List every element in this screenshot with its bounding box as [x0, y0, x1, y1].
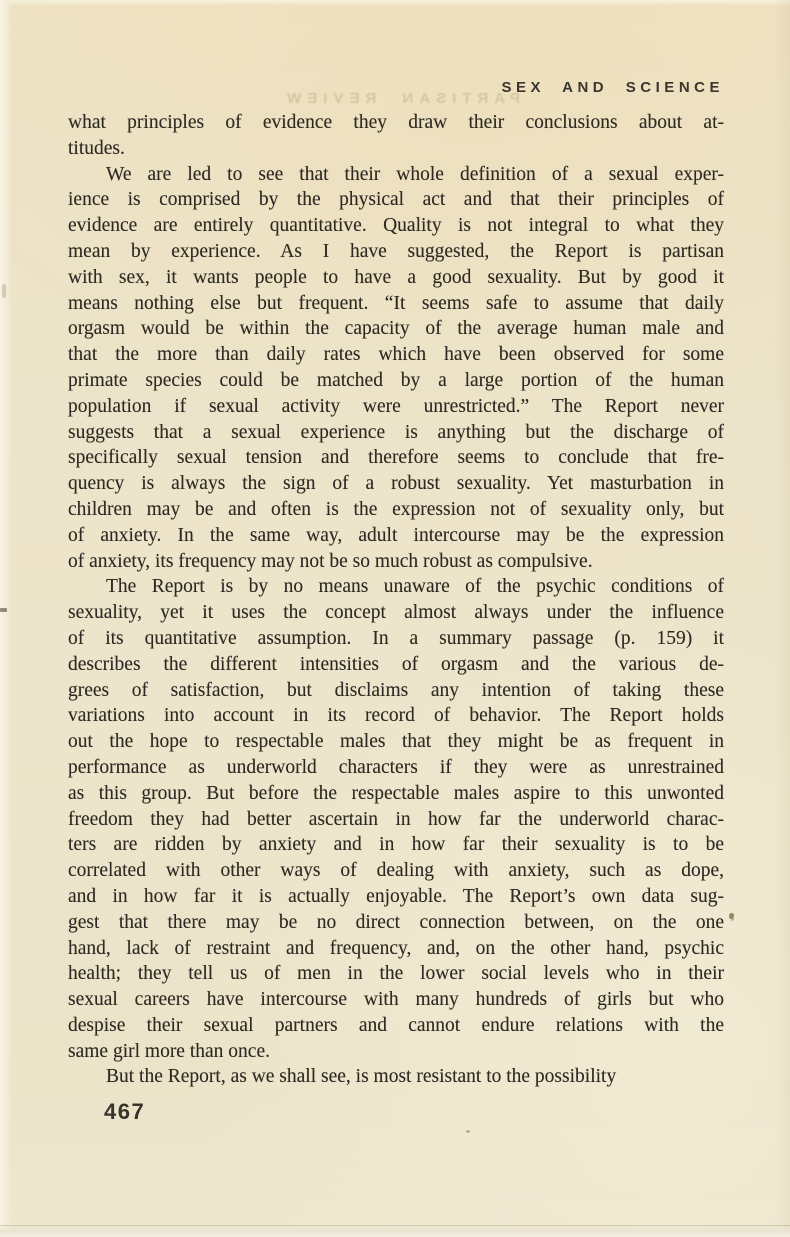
- text-line: correlated with other ways of dealing with anxiety, such as dope,: [68, 860, 724, 882]
- text-line: of anxiety. In the same way, adult intercourse may be the expression: [68, 524, 724, 546]
- text-line: of anxiety, its frequency may not be so much robust as compulsive.: [68, 550, 593, 572]
- text-line: despise their sexual partners and cannot endure relations with the: [68, 1014, 724, 1036]
- text-line: out the hope to respectable males that they might be as frequent in: [68, 731, 724, 753]
- text-line: population if sexual activity were unrestricted.” The Report never: [68, 395, 724, 417]
- page-edge-bottom: [0, 1226, 790, 1237]
- text-line: with sex, it wants people to have a good sexuality. But by good it: [68, 266, 724, 288]
- text-line: primate species could be matched by a large portion of the human: [68, 369, 724, 391]
- text-line: We are led to see that their whole definition of a sexual exper-: [106, 163, 724, 185]
- text-line: quency is always the sign of a robust sexuality. Yet masturbation in: [68, 473, 724, 495]
- text-line: The Report is by no means unaware of the psychic conditions of: [106, 576, 724, 598]
- text-line: of its quantitative assumption. In a summary passage (p. 159) it: [68, 627, 724, 649]
- body-text: [68, 110, 724, 1090]
- text-line: same girl more than once.: [68, 1040, 270, 1062]
- text-line: titudes.: [68, 137, 125, 159]
- text-line: hand, lack of restraint and frequency, and, on the other hand, psychic: [68, 937, 724, 959]
- scan-speck: [466, 1130, 470, 1133]
- text-line: sexual careers have intercourse with many hundreds of girls but who: [68, 989, 724, 1011]
- text-line: suggests that a sexual experience is anything but the discharge of: [68, 421, 724, 443]
- text-line: performance as underworld characters if they were as unrestrained: [68, 756, 724, 778]
- text-line: But the Report, as we shall see, is most resistant to the possibility: [106, 1066, 617, 1088]
- text-line: as this group. But before the respectable males aspire to this unwonted: [68, 782, 724, 804]
- text-line: health; they tell us of men in the lower social levels who in their: [68, 963, 724, 985]
- page-number: 467: [104, 1099, 146, 1124]
- text-line: and in how far it is actually enjoyable. The Report’s own data sug-: [68, 885, 724, 907]
- scan-speck: [729, 913, 734, 919]
- ghost-showthrough-text: PARTISAN REVIEW: [281, 90, 520, 107]
- page-edge-left: [0, 0, 12, 1237]
- text-line: variations into account in its record of behavior. The Report holds: [68, 705, 724, 727]
- text-line: children may be and often is the expression not of sexuality only, but: [68, 498, 724, 520]
- scan-edge-mark: [2, 284, 6, 298]
- text-line: describes the different intensities of orgasm and the various de-: [68, 653, 724, 675]
- running-head: SEX AND SCIENCE: [501, 79, 724, 96]
- text-line: evidence are entirely quantitative. Quality is not integral to what they: [68, 215, 724, 237]
- text-line: gest that there may be no direct connection between, on the one: [68, 911, 724, 933]
- text-line: specifically sexual tension and therefore seems to conclude that fre-: [68, 447, 724, 469]
- text-line: orgasm would be within the capacity of the average human male and: [68, 318, 724, 340]
- page-edge-top: [0, 0, 790, 6]
- text-line: that the more than daily rates which have been observed for some: [68, 344, 724, 366]
- text-line: ience is comprised by the physical act and that their principles of: [68, 189, 724, 211]
- text-line: grees of satisfaction, but disclaims any intention of taking these: [68, 679, 724, 701]
- page-edge-right: [774, 0, 790, 1237]
- text-line: ters are ridden by anxiety and in how far their sexuality is to be: [68, 834, 724, 856]
- scan-edge-mark: [0, 608, 7, 612]
- text-line: means nothing else but frequent. “It seems safe to assume that daily: [68, 292, 724, 314]
- text-line: freedom they had better ascertain in how far the underworld charac-: [68, 808, 724, 830]
- text-line: mean by experience. As I have suggested, the Report is partisan: [68, 240, 724, 262]
- text-line: sexuality, yet it uses the concept almost always under the influence: [68, 602, 724, 624]
- text-line: what principles of evidence they draw their conclusions about at-: [68, 112, 724, 133]
